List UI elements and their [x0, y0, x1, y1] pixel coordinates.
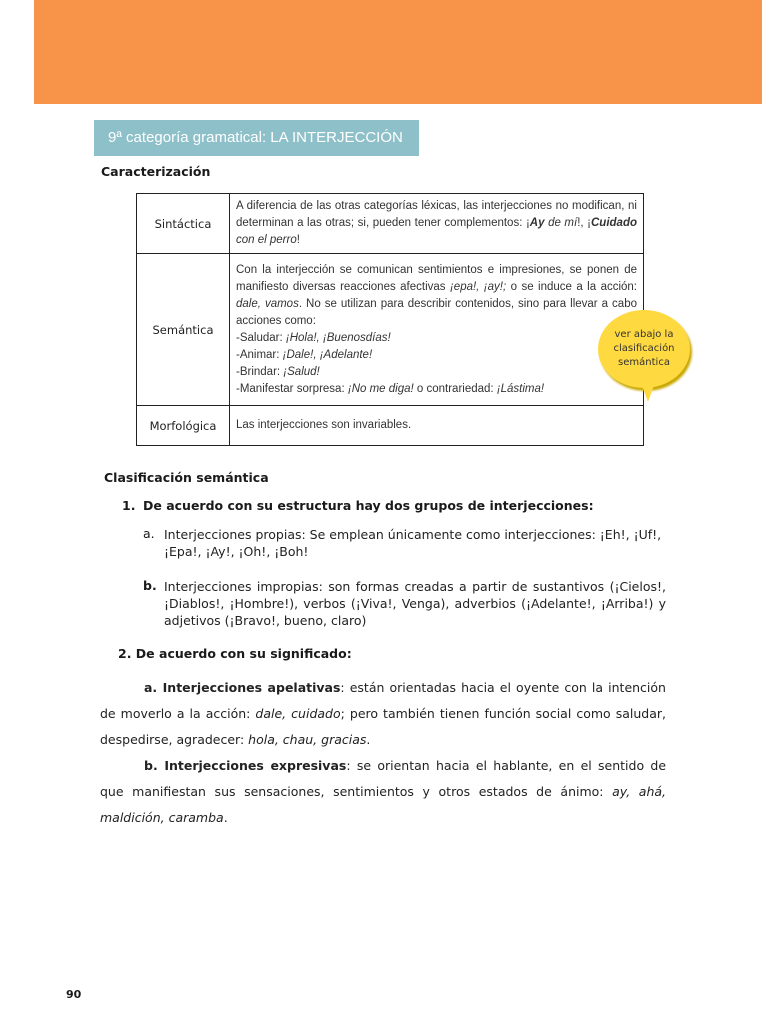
list-item: -Saludar: ¡Hola!, ¡Buenosdías!: [236, 331, 391, 344]
row-label: Sintáctica: [137, 194, 230, 254]
callout-bubble: [598, 310, 690, 388]
list-item: -Manifestar sorpresa: ¡No me diga! o contrariedad: ¡Lástima!: [236, 382, 545, 395]
table-row: [137, 406, 644, 446]
row-label: Semántica: [137, 254, 230, 406]
page-number: 90: [66, 988, 82, 1001]
table-row: [137, 254, 644, 406]
row-label: Morfológica: [137, 406, 230, 446]
callout-text: ver abajo la clasificación semántica: [613, 329, 675, 368]
item-title: 2. De acuerdo con su significado:: [118, 646, 352, 661]
callout-tail: [640, 380, 656, 402]
row-text: Con la interjección se comunican sentimientos e impresiones, se ponen de manifiesto diversas reacciones afectivas ¡epa!, ¡ay!; o se induce a la acción: dale, vamos. No se utilizan para describir contenidos, sino para llevar a cabo acciones como: -Saludar: ¡Hola!, ¡Buenosdías! -Animar: ¡Dale!, ¡Adelante! -Brindar: ¡Salud! -Manifestar sorpresa: ¡No me diga! o contrariedad: ¡Lástima!: [230, 254, 644, 406]
paragraph-apelativas: a. Interjecciones apelativas: están orientadas hacia el oyente con la intención de moverlo a la acción: dale, cuidado; pero también tienen función social como saludar, despedirse, agradecer: hola, chau, gracias.: [100, 680, 666, 747]
list-item: -Animar: ¡Dale!, ¡Adelante!: [236, 348, 373, 361]
subitem-text: Interjecciones impropias: son formas creadas a partir de sustantivos (¡Cielos!, ¡Diablos!, ¡Hombre!), verbos (¡Viva!, Venga), adverbios (¡Adelante!, ¡Arriba!) y adjetivos (¡Bravo!, bueno, claro): [164, 579, 666, 628]
subitem-text: Interjecciones propias: Se emplean únicamente como interjecciones: ¡Eh!, ¡Uf!, ¡Epa!, ¡Ay!, ¡Oh!, ¡Boh!: [164, 527, 662, 559]
header-banner: [34, 0, 762, 104]
row-text: A diferencia de las otras categorías léxicas, las interjecciones no modifican, ni determinan a las otras; si, pueden tener complementos: ¡Ay de mí!, ¡Cuidado con el perro!: [230, 194, 644, 254]
row-text: Las interjecciones son invariables.: [230, 406, 644, 446]
list-item: -Brindar: ¡Salud!: [236, 365, 320, 378]
table-row: [137, 194, 644, 254]
paragraph-expresivas: b. Interjecciones expresivas: se orientan hacia el hablante, en el sentido de que manifiestan sus sensaciones, sentimientos y otros estados de ánimo: ay, ahá, maldición, caramba.: [100, 758, 667, 825]
item-number: 1.: [122, 498, 136, 513]
page-title: 9ª categoría gramatical: LA INTERJECCIÓN: [94, 120, 419, 156]
caracterizacion-table: [136, 193, 644, 446]
subitem-label: b.: [143, 578, 157, 593]
item-title: De acuerdo con su estructura hay dos grupos de interjecciones:: [143, 498, 594, 513]
caracterizacion-heading: Caracterización: [101, 164, 211, 179]
subitem-label: a.: [143, 526, 155, 541]
clasificacion-heading: Clasificación semántica: [104, 470, 269, 485]
